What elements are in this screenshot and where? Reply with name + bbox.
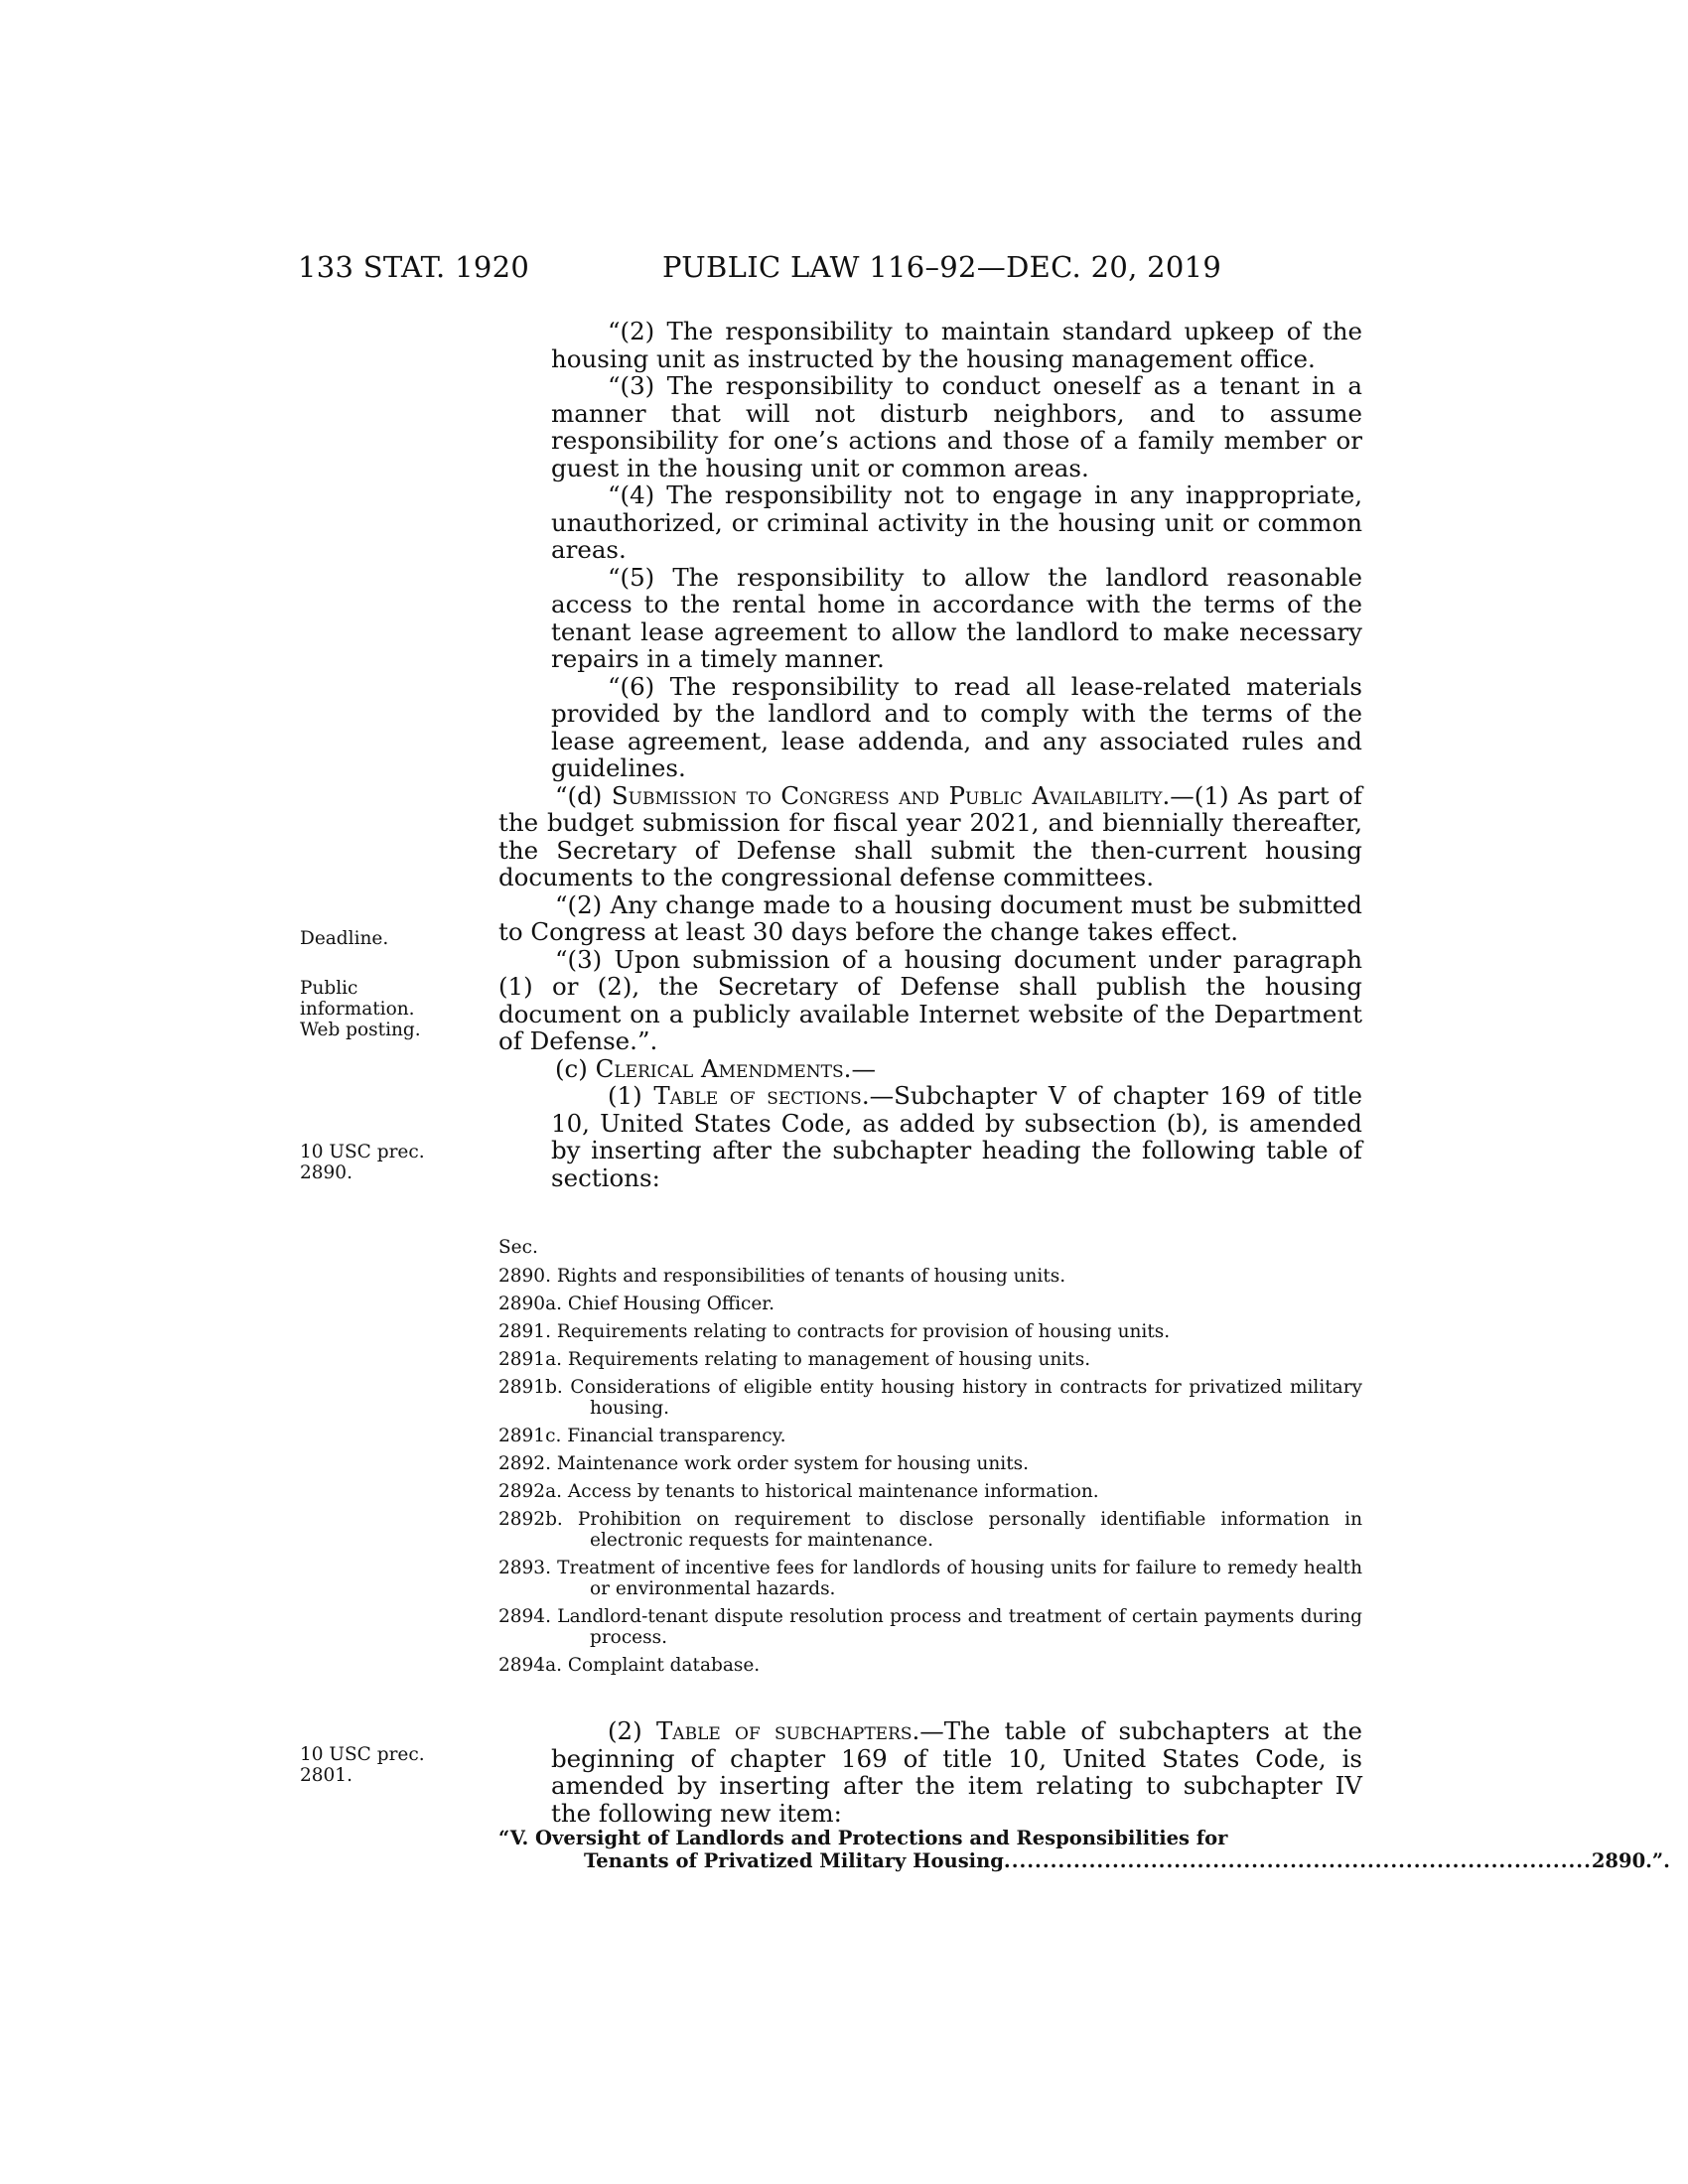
public-law-title: PUBLIC LAW 116–92—DEC. 20, 2019 [662,250,1222,284]
subsection-c-1 [551,1082,1362,1191]
subchapter-v-item [498,1827,1670,1872]
subsection-c-2-prefix: (2) [608,1716,656,1745]
leader-dots: ............................................................................ [1003,1849,1592,1872]
paragraph-3: “(3) The responsibility to conduct oneself as a tenant in a manner that will not disturb neighbors, and to assume responsibility for one’s actions and those of a family member or guest in the housing unit or common areas. [551,371,1362,482]
subsection-c-2-heading: Table of subchapters [655,1716,913,1745]
toc-item: 2893. Treatment of incentive fees for landlords of housing units for failure to remedy health or environmental hazards. [498,1558,1362,1599]
margin-note-usc-2801: 10 USC prec. 2801. [300,1744,425,1786]
subchapter-v-line-1: “V. Oversight of Landlords and Protections and Responsibilities for [498,1827,1228,1849]
toc-item: 2890a. Chief Housing Officer. [498,1294,774,1314]
subsection-d-heading: Submission to Congress and Public Availability [611,780,1163,810]
page-header [298,250,1360,290]
margin-note-public-information: Public information. Web posting. [300,978,421,1040]
subchapter-v-title: Tenants of Privatized Military Housing [584,1849,1004,1872]
subsection-c-prefix: (c) [555,1053,596,1083]
subsection-c-2-text: .—The table of subchapters at the beginning of chapter 169 of title 10, United States Code, is amended by inserting after the item relating to subchapter IV the following new item: [551,1716,1362,1828]
subsection-d-text: .—(1) As part of the budget submission for fiscal year 2021, and biennially thereafter, the Secretary of Defense shall submit the then-current housing documents to the congressional defense committees. [498,780,1362,891]
margin-note-usc-2890: 10 USC prec. 2890. [300,1142,425,1183]
subsection-d-3: “(3) Upon submission of a housing document under paragraph (1) or (2), the Secretary of Defense shall publish the housing document on a publicly available Internet website of the Department of Defense.”. [498,944,1362,1055]
subchapter-v-page-ref: 2890.”. [1591,1849,1670,1872]
paragraph-4: “(4) The responsibility not to engage in any inappropriate, unauthorized, or criminal activity in the housing unit or common areas. [551,480,1362,564]
margin-note-deadline: Deadline. [300,928,389,949]
table-of-sections [498,1237,1362,1683]
paragraph-6: “(6) The responsibility to read all lease-related materials provided by the landlord and to comply with the terms of the lease agreement, lease addenda, and any associated rules and guidelines. [551,671,1362,782]
subsection-d-2: “(2) Any change made to a housing document must be submitted to Congress at least 30 days before the change takes effect. [498,889,1362,946]
subsection-c-heading: Clerical Amendments [595,1053,844,1083]
toc-item: 2894. Landlord-tenant dispute resolution process and treatment of certain payments during process. [498,1606,1362,1648]
toc-item: 2892b. Prohibition on requirement to disclose personally identifiable information in electronic requests for maintenance. [498,1509,1362,1551]
body-text [498,318,1362,1191]
stat-citation: 133 STAT. 1920 [298,250,530,284]
subsection-c-suffix: .— [843,1053,876,1083]
toc-sec-label: Sec. [498,1237,538,1258]
table-of-subchapters-paragraph [498,1717,1362,1827]
subsection-d [498,782,1362,891]
toc-item: 2892a. Access by tenants to historical maintenance information. [498,1481,1099,1502]
subchapter-v-line-2 [498,1849,1670,1872]
toc-item: 2892. Maintenance work order system for housing units. [498,1453,1030,1474]
paragraph-5: “(5) The responsibility to allow the landlord reasonable access to the rental home in accordance with the terms of the tenant lease agreement to allow the landlord to make necessary repairs in a timely manner. [551,562,1362,673]
toc-item: 2891c. Financial transparency. [498,1426,786,1446]
toc-item: 2890. Rights and responsibilities of tenants of housing units. [498,1266,1066,1287]
toc-item: 2891a. Requirements relating to management of housing units. [498,1349,1091,1370]
subsection-c [498,1055,1362,1083]
toc-item: 2891. Requirements relating to contracts for provision of housing units. [498,1321,1171,1342]
subsection-c-2 [551,1717,1362,1827]
subsection-c-1-heading: Table of sections [653,1081,862,1110]
paragraph-2: “(2) The responsibility to maintain standard upkeep of the housing unit as instructed by the housing management office. [551,317,1362,373]
subsection-c-1-text: .—Subchapter V of chapter 169 of title 10, United States Code, as added by subsection (b), is amended by inserting after the subchapter heading the following table of sections: [551,1081,1362,1192]
toc-item: 2894a. Complaint database. [498,1655,761,1676]
subsection-d-prefix: “(d) [555,780,612,810]
toc-item: 2891b. Considerations of eligible entity housing history in contracts for privatized military housing. [498,1377,1362,1419]
subsection-c-1-prefix: (1) [608,1081,654,1110]
